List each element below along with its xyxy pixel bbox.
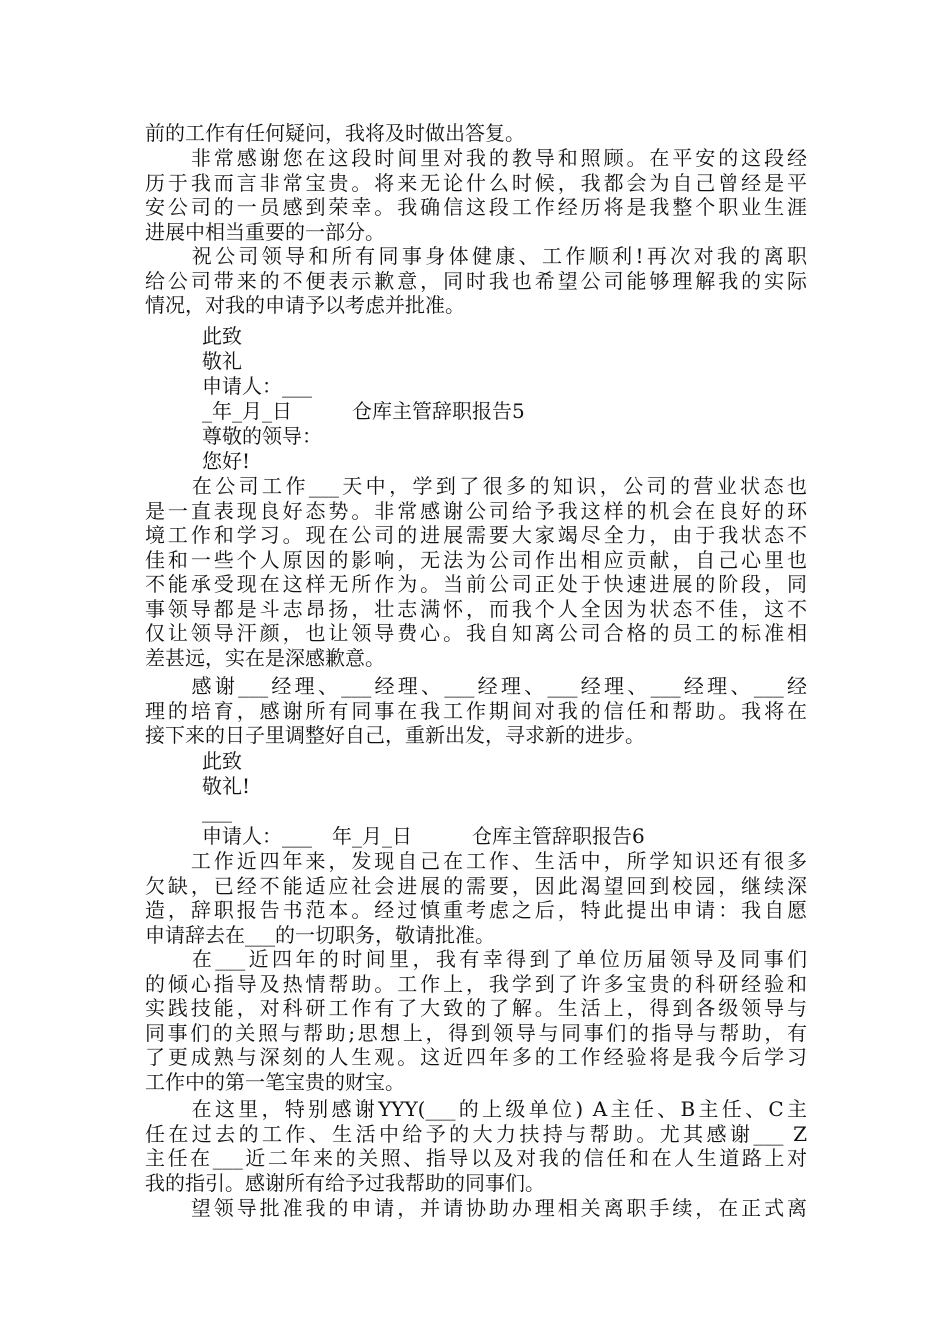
text-line: 事领导都是斗志昂扬，壮志满怀，而我个人全因为状态不佳，这不 <box>145 596 807 621</box>
text-line: 佳和一些个人原因的影响，无法为公司作出相应贡献，自己心里也 <box>145 547 807 572</box>
text-line: 境工作和学习。现在公司的进展需要大家竭尽全力，由于我状态不 <box>145 523 807 547</box>
text-line: 工作中的第一笔宝贵的财宝。 <box>145 1069 405 1094</box>
paragraph <box>145 121 807 146</box>
text-line: 任在过去的工作、生活中给予的大力扶持与帮助。尤其感谢___ Z <box>145 1121 807 1146</box>
text-line: 理的培育，感谢所有同事在我工作期间对我的信任和帮助。我将在 <box>145 698 807 723</box>
text-line: 历于我而言非常宝贵。将来无论什么时候，我都会为自己曾经是平 <box>145 170 807 195</box>
applicant-and-heading-line: 申请人：___ 年_月_日 仓库主管辞职报告6 <box>202 824 645 848</box>
text-line: 同事们的关照与帮助;思想上，得到领导与同事们的指导与帮助，有 <box>145 1020 807 1045</box>
paragraph <box>145 849 807 947</box>
closing-line: 敬礼! <box>202 774 251 798</box>
paragraph <box>145 1196 807 1221</box>
paragraph <box>145 1097 807 1195</box>
text-line: 了更成熟与深刻的人生观。这近四年多的工作经验将是我今后学习 <box>145 1045 807 1069</box>
text-line: 在___近四年的时间里，我有幸得到了单位历届领导及同事们 <box>145 947 807 971</box>
paragraph <box>145 947 807 1094</box>
text-line: 实践技能，对科研工作有了大致的了解。生活上，得到各级领导与 <box>145 996 807 1020</box>
text-line: 感谢___经理、___经理、___经理、___经理、___经理、___经 <box>145 674 807 698</box>
text-line: 在公司工作___天中，学到了很多的知识，公司的营业状态也 <box>145 474 807 498</box>
text-line: 非常感谢您在这段时间里对我的教导和照顾。在平安的这段经 <box>145 146 807 170</box>
text-line: 主任在___近二年来的关照、指导以及对我的信任和在人生道路上对 <box>145 1146 807 1170</box>
text-line: 进展中相当重要的一部分。 <box>145 219 385 244</box>
paragraph <box>145 474 807 670</box>
text-line: 给公司带来的不便表示歉意，同时我也希望公司能够理解我的实际 <box>145 268 807 293</box>
paragraph <box>145 244 807 318</box>
text-line: 的倾心指导及热情帮助。工作上，我学到了许多宝贵的科研经验和 <box>145 971 807 996</box>
text-line: 安公司的一员感到荣幸。我确信这段工作经历将是我整个职业生涯 <box>145 195 807 219</box>
text-line: 不能承受现在这样无所作为。当前公司正处于快速进展的阶段，同 <box>145 572 807 596</box>
closing-line: 此致 <box>202 324 242 348</box>
closing-line: 敬礼 <box>202 349 242 373</box>
text-line: 欠缺，已经不能适应社会进展的需要，因此渴望回到校园，继续深 <box>145 873 807 898</box>
text-line: 接下来的日子里调整好自己，重新出发，寻求新的进步。 <box>145 723 645 747</box>
salutation-line: 尊敬的领导： <box>202 424 322 448</box>
text-line: 祝公司领导和所有同事身体健康、工作顺利!再次对我的离职 <box>145 244 807 268</box>
paragraph <box>145 674 807 748</box>
blank-line: ___ <box>202 799 232 823</box>
date-and-heading-line: _年_月_日 仓库主管辞职报告5 <box>202 399 525 423</box>
text-line: 申请辞去在___的一切职务，敬请批准。 <box>145 922 495 947</box>
greeting-line: 您好! <box>202 449 251 473</box>
text-line: 工作近四年来，发现自己在工作、生活中，所学知识还有很多 <box>145 849 807 873</box>
applicant-line: 申请人：___ <box>202 374 312 398</box>
paragraph <box>145 146 807 244</box>
text-line: 情况，对我的申请予以考虑并批准。 <box>145 293 465 317</box>
text-line: 在这里，特别感谢YYY(___的上级单位) A主任、B主任、C主 <box>145 1097 807 1121</box>
text-line: 前的工作有任何疑问，我将及时做出答复。 <box>145 121 525 145</box>
text-line: 仅让领导汗颜，也让领导费心。我自知离公司合格的员工的标准相 <box>145 621 807 645</box>
closing-line: 此致 <box>202 749 242 773</box>
text-line: 是一直表现良好态势。非常感谢公司给予我这样的机会在良好的环 <box>145 498 807 523</box>
text-line: 造，辞职报告书范本。经过慎重考虑之后，特此提出申请：我自愿 <box>145 898 807 922</box>
text-line: 望领导批准我的申请，并请协助办理相关离职手续，在正式离 <box>145 1196 807 1220</box>
text-line: 我的指引。感谢所有给予过我帮助的同事们。 <box>145 1170 545 1195</box>
text-line: 差甚远，实在是深感歉意。 <box>145 645 385 670</box>
